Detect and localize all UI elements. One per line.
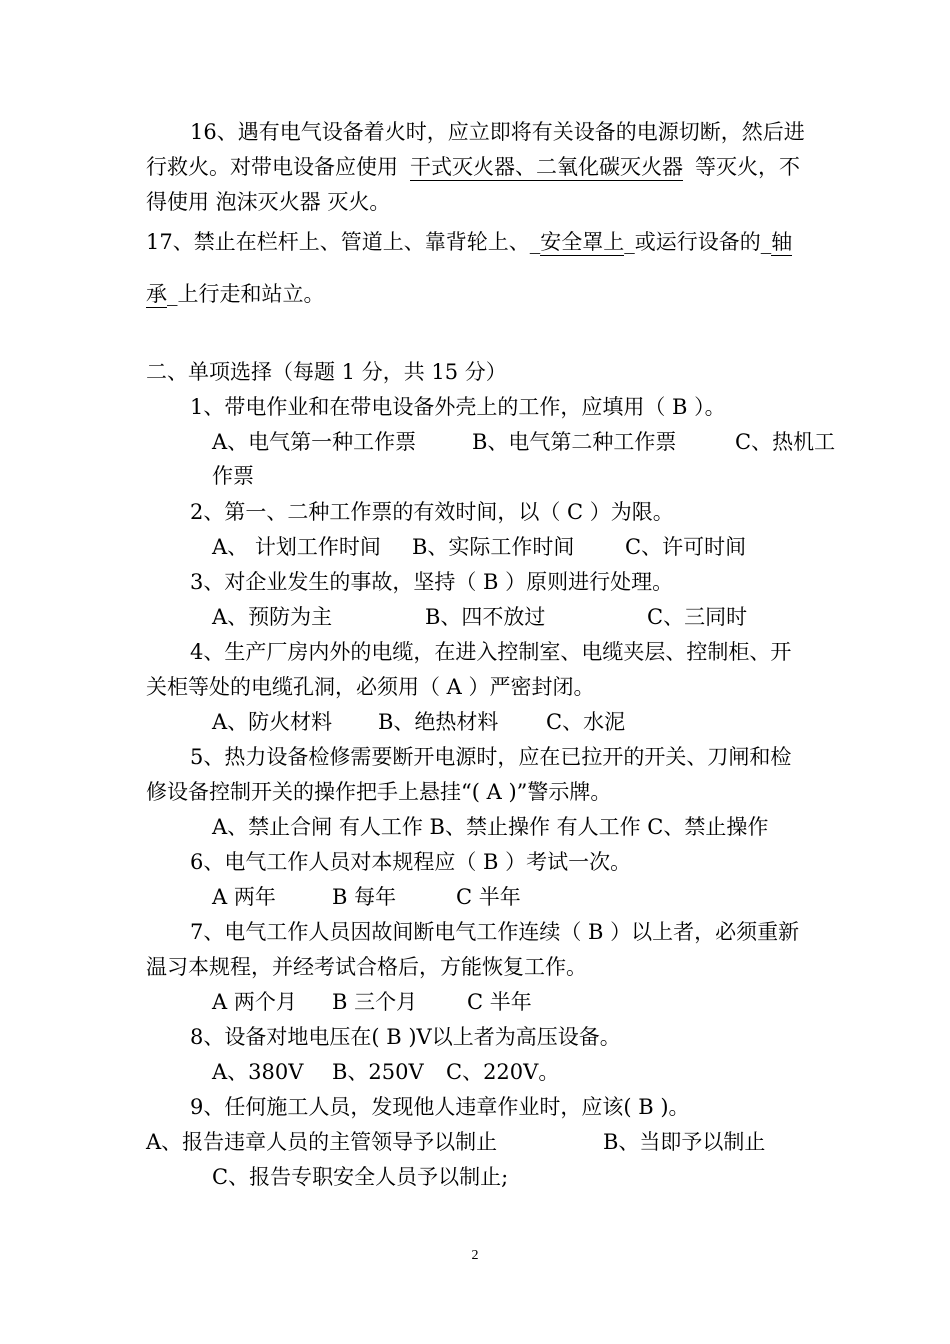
mc-q4-stem-1 (190, 638, 791, 666)
mc-q9-option-c: C、报告专职安全人员予以制止; (212, 1165, 509, 1189)
mc-q6-option-c-wrap (456, 883, 521, 911)
mc-q2-option-c-wrap (625, 533, 746, 561)
section-2-heading (146, 358, 507, 386)
mc-q3-option-c: C、三同时 (647, 605, 748, 629)
mc-q1-option-c-cont-text: 作票 (212, 464, 254, 488)
mc-q1-stem (190, 393, 726, 421)
q16-line-2 (146, 153, 800, 181)
mc-q3-stem (190, 568, 673, 596)
mc-q2-option-a: A、 计划工作时间 (212, 535, 381, 559)
mc-q3-option-a-wrap (212, 603, 332, 631)
mc-q1-options (212, 428, 416, 456)
mc-q5-stem-2 (146, 778, 611, 806)
mc-q8-option-c: C、220V。 (446, 1060, 560, 1084)
mc-q8-option-a: A、380V (212, 1060, 304, 1084)
mc-q6-option-b-wrap (332, 883, 396, 911)
q17-line-2 (146, 280, 325, 308)
mc-q9-option-a: A、报告违章人员的主管领导予以制止 (146, 1130, 498, 1154)
mc-q7-option-b-wrap (332, 988, 417, 1016)
q16-text-2-pre: 行救火。对带电设备应使用 (146, 155, 398, 179)
q17-answer-2a: 轴 (771, 230, 793, 254)
q17-text-post: _上行走和站立。 (167, 282, 325, 306)
mc-q5-stem-1 (190, 743, 791, 771)
mc-q8-option-b: B、250V (332, 1060, 424, 1084)
mc-q6-option-c: C 半年 (456, 885, 521, 909)
mc-q4-stem-1-text: 4、生产厂房内外的电缆，在进入控制室、电缆夹层、控制柜、开 (190, 640, 792, 664)
mc-q7-stem-1-text: 7、电气工作人员因故间断电气工作连续（ B ）以上者，必须重新 (190, 920, 800, 944)
mc-q1-option-c-cont (212, 462, 254, 490)
mc-q2-stem (190, 498, 674, 526)
mc-q3-option-c-wrap (647, 603, 747, 631)
mc-q1-stem-text: 1、带电作业和在带电设备外壳上的工作，应填用（ B ）。 (190, 395, 726, 419)
mc-q7-option-a: A 两个月 (212, 990, 297, 1014)
mc-q7-stem-2 (146, 953, 587, 981)
mc-q9-stem (190, 1093, 690, 1121)
q17-text-pre: 17、禁止在栏杆上、管道上、靠背轮上、_ (146, 230, 541, 254)
mc-q3-stem-text: 3、对企业发生的事故，坚持（ B ）原则进行处理。 (190, 570, 674, 594)
q16-text-3: 得使用 泡沫灭火器 灭火。 (146, 190, 391, 214)
q17-answer-1: 安全罩上 (540, 230, 625, 254)
mc-q7-option-b: B 三个月 (332, 990, 418, 1014)
mc-q7-option-c: C 半年 (467, 990, 532, 1014)
mc-q1-option-a: A、电气第一种工作票 (212, 430, 417, 454)
mc-q9-option-a-wrap (146, 1128, 497, 1156)
mc-q9-option-b-wrap (603, 1128, 765, 1156)
page-number: 2 (471, 1248, 479, 1263)
mc-q3-option-b-wrap (425, 603, 545, 631)
mc-q2-option-a-wrap (212, 533, 381, 561)
mc-q5-options (212, 813, 768, 841)
mc-q2-option-b: B、实际工作时间 (412, 535, 575, 559)
q16-line-1 (190, 118, 805, 146)
q17-text-mid: _或运行设备的_ (624, 230, 772, 254)
q16-text-2-post: 等灭火，不 (695, 155, 800, 179)
mc-q4-option-b-wrap (378, 708, 498, 736)
mc-q4-option-a-wrap (212, 708, 332, 736)
mc-q8-stem (190, 1023, 621, 1051)
mc-q6-stem-text: 6、电气工作人员对本规程应（ B ）考试一次。 (190, 850, 632, 874)
mc-q6-option-a-wrap (212, 883, 276, 911)
mc-q4-stem-2 (146, 673, 595, 701)
mc-q2-option-c: C、许可时间 (625, 535, 747, 559)
mc-q3-option-b: B、四不放过 (425, 605, 546, 629)
mc-q9-option-c-wrap (212, 1163, 508, 1191)
mc-q8-option-a-wrap (212, 1058, 303, 1086)
q16-text-1: 16、遇有电气设备着火时，应立即将有关设备的电源切断，然后进 (190, 120, 805, 144)
mc-q5-stem-2-text: 修设备控制开关的操作把手上悬挂“( A )”警示牌。 (146, 780, 612, 804)
mc-q7-stem-1 (190, 918, 799, 946)
mc-q9-option-b: B、当即予以制止 (603, 1130, 766, 1154)
q16-answer: 干式灭火器、二氧化碳灭火器 (410, 155, 683, 179)
mc-q8-option-c-wrap (446, 1058, 559, 1086)
mc-q6-stem (190, 848, 631, 876)
mc-q4-option-c: C、水泥 (546, 710, 626, 734)
mc-q2-option-b-wrap (412, 533, 574, 561)
mc-q6-option-b: B 每年 (332, 885, 397, 909)
mc-q7-stem-2-text: 温习本规程，并经考试合格后，方能恢复工作。 (146, 955, 587, 979)
section-2-heading-text: 二、单项选择（每题 1 分，共 15 分） (146, 360, 507, 384)
mc-q1-option-c: C、热机工 (735, 430, 836, 454)
q16-line-3 (146, 188, 390, 216)
mc-q5-stem-1-text: 5、热力设备检修需要断开电源时，应在已拉开的开关、刀闸和检 (190, 745, 792, 769)
mc-q8-stem-text: 8、设备对地电压在( B )V以上者为高压设备。 (190, 1025, 621, 1049)
mc-q7-option-a-wrap (212, 988, 297, 1016)
mc-q3-option-a: A、预防为主 (212, 605, 333, 629)
mc-q1-option-b-wrap (472, 428, 676, 456)
q17-answer-2b: 承 (146, 282, 167, 306)
mc-q8-option-b-wrap (332, 1058, 424, 1086)
mc-q9-stem-text: 9、任何施工人员，发现他人违章作业时，应该( B )。 (190, 1095, 690, 1119)
mc-q5-options-text: A、禁止合闸 有人工作 B、禁止操作 有人工作 C、禁止操作 (212, 815, 769, 839)
mc-q4-option-c-wrap (546, 708, 625, 736)
q17-line-1 (146, 228, 792, 256)
mc-q7-option-c-wrap (467, 988, 532, 1016)
mc-q4-option-b: B、绝热材料 (378, 710, 499, 734)
mc-q6-option-a: A 两年 (212, 885, 276, 909)
mc-q4-stem-2-text: 关柜等处的电缆孔洞，必须用（ A ）严密封闭。 (146, 675, 595, 699)
mc-q4-option-a: A、防火材料 (212, 710, 333, 734)
mc-q1-option-b: B、电气第二种工作票 (472, 430, 677, 454)
mc-q1-option-c-wrap (735, 428, 835, 456)
mc-q2-stem-text: 2、第一、二种工作票的有效时间，以（ C ）为限。 (190, 500, 674, 524)
